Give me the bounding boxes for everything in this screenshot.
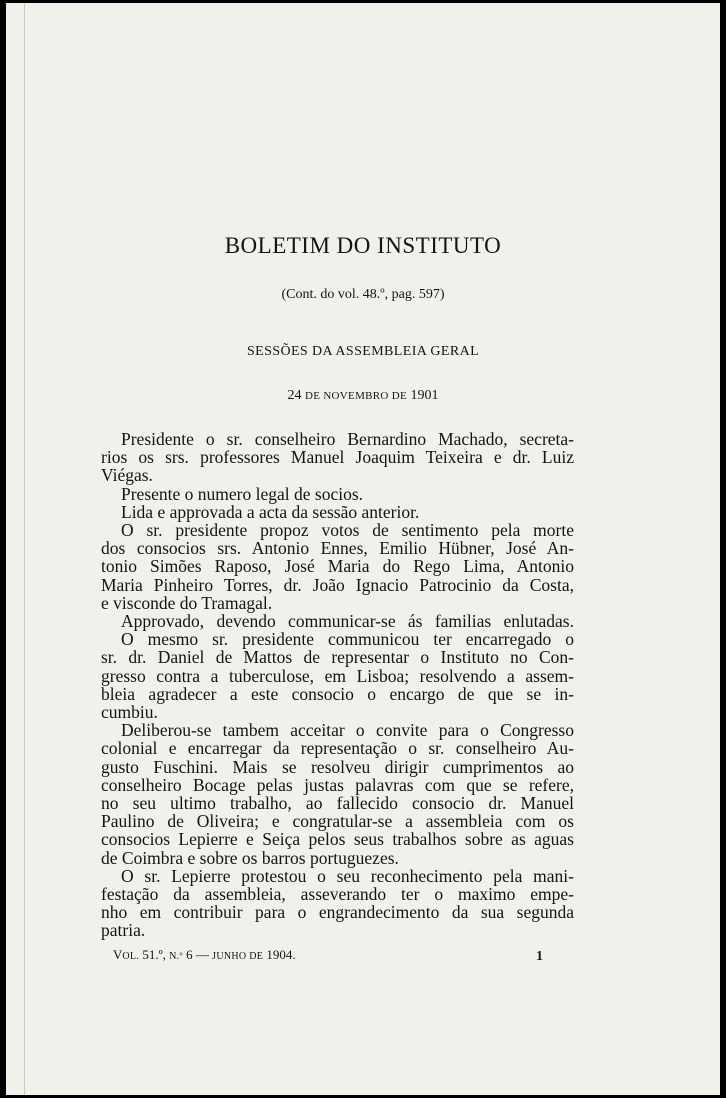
text-line: Viégas.	[101, 465, 153, 486]
text-line: patria.	[101, 920, 146, 941]
text-line: Paulino de Oliveira; e congratular-se a assembleia com os	[101, 811, 574, 832]
month-label: JUNHO DE	[212, 951, 264, 962]
date-text: DE NOVEMBRO DE	[305, 390, 407, 402]
text-line: e visconde do Tramagal.	[101, 592, 273, 613]
text-line: Maria Pinheiro Torres, dr. João Ignacio Patrocinio da Costa,	[101, 574, 574, 595]
text-line: cumbiu.	[101, 702, 158, 723]
page-title: BOLETIM DO INSTITUTO	[224, 233, 502, 258]
text-line: O sr. Lepierre protestou o seu reconhecimento pela mani-	[121, 865, 574, 886]
text-line: gusto Fuschini. Mais se resolveu dirigir cumprimentos ao	[101, 756, 574, 777]
text-line: sr. dr. Daniel de Mattos de representar o Instituto no Con-	[101, 647, 574, 668]
vol-number: 51.º,	[142, 947, 166, 962]
text-line: tonio Simões Raposo, José Maria do Rego Lima, Antonio	[101, 556, 574, 577]
text-line: Presidente o sr. conselheiro Bernardino Machado, secreta-	[121, 429, 574, 449]
document-page	[6, 3, 720, 1095]
section-heading: SESSÕES DA ASSEMBLEIA GERAL	[246, 344, 480, 359]
continuation-note: (Cont. do vol. 48.º, pag. 597)	[281, 287, 445, 302]
page-edge-line	[24, 3, 25, 1095]
text-line: Approvado, devendo communicar-se ás familias enlutadas.	[121, 611, 574, 632]
volume-footer	[113, 947, 543, 963]
text-line: conselheiro Bocage pelas justas palavras com que se refere,	[101, 774, 574, 795]
text-line: rios os srs. professores Manuel Joaquim Teixeira e dr. Luiz	[101, 447, 574, 468]
vol-label: OL.	[122, 951, 140, 962]
text-line: nho em contribuir para o engrandecimento da sua segunda	[101, 902, 574, 923]
page-number: 1	[536, 949, 543, 964]
text-line: festação da assembleia, asseverando ter o maximo empe-	[101, 884, 574, 905]
text-line: consocios Lepierre e Seiça pelos seus trabalhos sobre as aguas	[101, 829, 574, 850]
text-line: O mesmo sr. presidente communicou ter encarregado o	[121, 629, 574, 650]
issue-number: 6 —	[186, 947, 209, 962]
text-line: Presente o numero legal de socios.	[121, 483, 364, 504]
session-date	[6, 388, 720, 404]
text-line: bleia agradecer a este consocio o encargo de que se in-	[101, 683, 574, 704]
text-line: Lida e approvada a acta da sessão anterior.	[121, 501, 420, 522]
minutes-body	[101, 430, 574, 940]
text-line: gresso contra a tuberculose, em Lisboa; resolvendo a assem-	[101, 665, 574, 686]
text-line: Deliberou-se tambem acceitar o convite para o Congresso	[121, 720, 574, 741]
text-line: dos consocios srs. Antonio Ennes, Emilio Hübner, José An-	[101, 538, 574, 559]
text-line: de Coimbra e sobre os barros portuguezes.	[101, 847, 399, 868]
text-line: no seu ultimo trabalho, ao fallecido consocio dr. Manuel	[101, 793, 574, 814]
date-day: 24	[287, 388, 302, 403]
text-line: O sr. presidente propoz votos de sentimento pela morte	[121, 520, 574, 541]
vol-prefix: V	[113, 947, 123, 962]
text-line: colonial e encarregar da representação o sr. conselheiro Au-	[101, 738, 574, 759]
footer-year: 1904.	[266, 947, 296, 962]
date-year: 1901	[410, 388, 439, 403]
issue-label: N.º	[169, 951, 183, 962]
